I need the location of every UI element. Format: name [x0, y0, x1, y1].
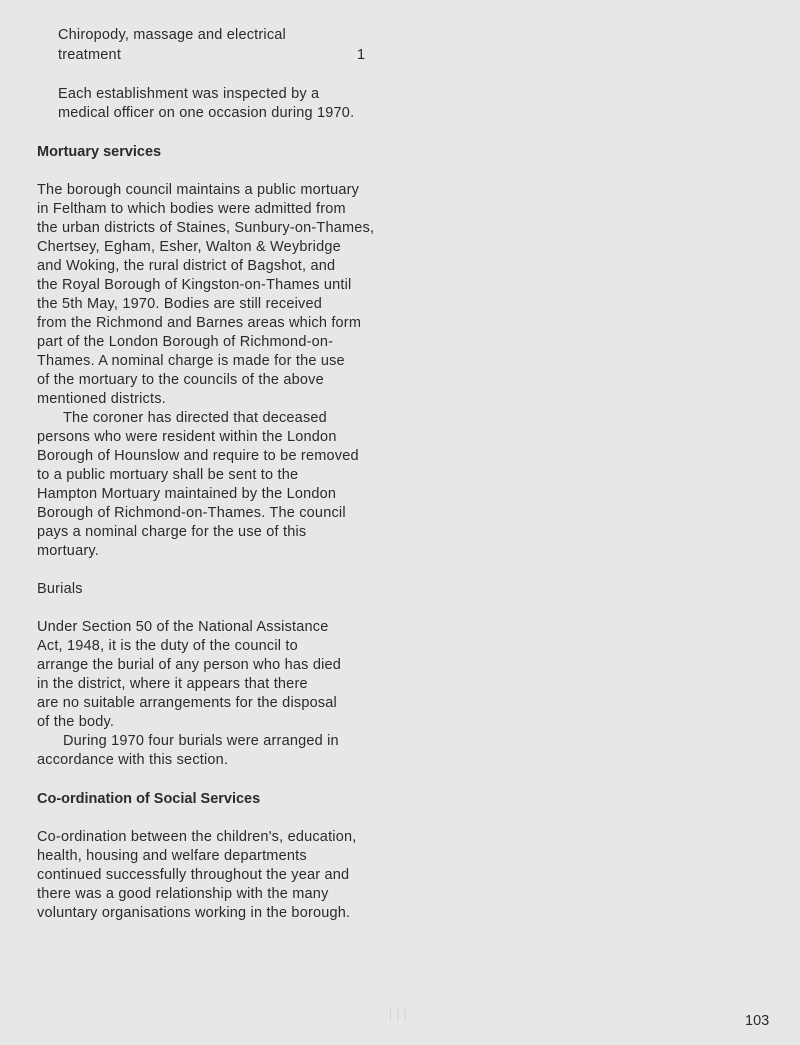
scan-mark-decoration: │││ [388, 1010, 410, 1021]
mortuary-para2-line: mortuary. [37, 543, 99, 559]
burials-para1-line: in the district, where it appears that there [37, 676, 308, 692]
coordination-para1-line: continued successfully throughout the year and [37, 867, 350, 883]
inspection-line-1: Each establishment was inspected by a [58, 86, 320, 102]
burials-heading: Burials [37, 581, 83, 597]
coordination-para1-line: voluntary organisations working in the borough. [37, 905, 351, 921]
coordination-heading: Co-ordination of Social Services [37, 791, 261, 807]
mortuary-para2-line: persons who were resident within the London [37, 429, 337, 445]
coordination-para1-line: Co-ordination between the children's, education, [37, 829, 357, 845]
top-item-line-1: Chiropody, massage and electrical [58, 27, 286, 43]
mortuary-para2-line: Hampton Mortuary maintained by the London [37, 486, 337, 502]
burials-para1-line: Act, 1948, it is the duty of the council to [37, 638, 298, 654]
burials-para2-line: accordance with this section. [37, 752, 229, 768]
mortuary-para1-line: Thames. A nominal charge is made for the use [37, 353, 345, 369]
mortuary-para1-line: of the mortuary to the councils of the above [37, 372, 324, 388]
mortuary-para2-line: Borough of Hounslow and require to be removed [37, 448, 359, 464]
mortuary-para1-line: in Feltham to which bodies were admitted from [37, 201, 346, 217]
mortuary-para1-line: the 5th May, 1970. Bodies are still received [37, 296, 322, 312]
burials-para1-line: of the body. [37, 714, 115, 730]
coordination-para1-line: health, housing and welfare departments [37, 848, 307, 864]
mortuary-para1-line: The borough council maintains a public mortuary [37, 182, 360, 198]
inspection-line-2: medical officer on one occasion during 1970. [58, 105, 355, 121]
mortuary-para1-line: part of the London Borough of Richmond-on- [37, 334, 334, 350]
mortuary-para2-line: Borough of Richmond-on-Thames. The council [37, 505, 346, 521]
burials-para1-line: arrange the burial of any person who has died [37, 657, 342, 673]
mortuary-para1-line: mentioned districts. [37, 391, 166, 407]
mortuary-para1-line: the urban districts of Staines, Sunbury-on-Thames, [37, 220, 375, 236]
mortuary-para1-line: the Royal Borough of Kingston-on-Thames until [37, 277, 352, 293]
top-item-line-2: treatment [58, 47, 122, 63]
mortuary-para2-line: The coroner has directed that deceased [63, 410, 327, 426]
burials-para1-line: Under Section 50 of the National Assistance [37, 619, 329, 635]
burials-para1-line: are no suitable arrangements for the disposal [37, 695, 337, 711]
mortuary-para1-line: Chertsey, Egham, Esher, Walton & Weybridge [37, 239, 341, 255]
mortuary-para2-line: pays a nominal charge for the use of this [37, 524, 307, 540]
page-number: 103 [745, 1013, 770, 1029]
burials-para2-line: During 1970 four burials were arranged in [63, 733, 339, 749]
mortuary-para1-line: and Woking, the rural district of Bagshot, and [37, 258, 336, 274]
mortuary-heading: Mortuary services [37, 144, 162, 160]
mortuary-para2-line: to a public mortuary shall be sent to the [37, 467, 299, 483]
mortuary-para1-line: from the Richmond and Barnes areas which form [37, 315, 362, 331]
coordination-para1-line: there was a good relationship with the many [37, 886, 329, 902]
top-item-count: 1 [357, 47, 366, 63]
